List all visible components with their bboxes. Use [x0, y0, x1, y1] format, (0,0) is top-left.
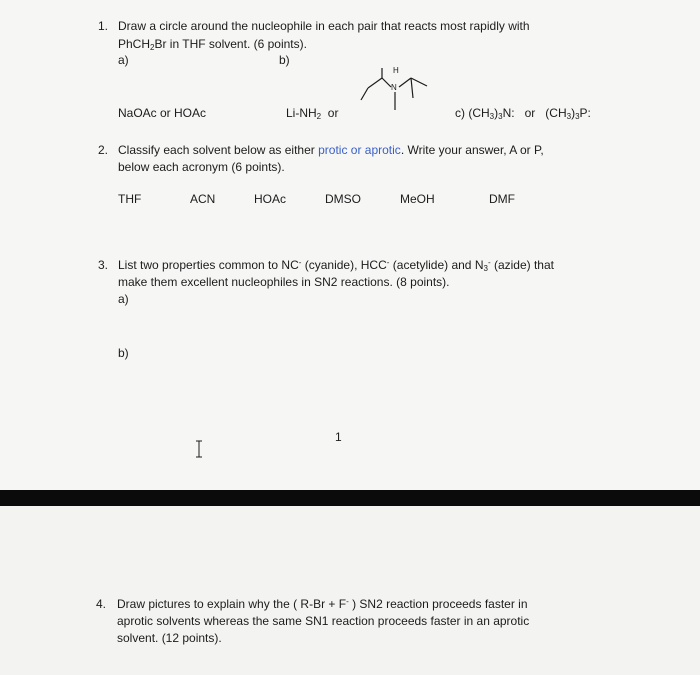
q3-number: 3. — [98, 258, 109, 272]
solvent-dmf: DMF — [489, 192, 515, 206]
second-page — [0, 506, 700, 675]
solvent-thf: THF — [118, 192, 142, 206]
q1-line2: PhCH$_2$Br in THF solvent. (6 points). — [118, 37, 307, 52]
solvent-meoh: MeOH — [400, 192, 435, 206]
q1-line1: Draw a circle around the nucleophile in each pair that reacts most rapidly with — [118, 19, 530, 33]
q1-number: 1. — [98, 19, 109, 33]
q2-number: 2. — [98, 143, 109, 157]
solvent-dmso: DMSO — [325, 192, 361, 206]
q3-part-b-label: b) — [118, 346, 129, 360]
q4-number: 4. — [96, 597, 107, 611]
q4-line1: Draw pictures to explain why the ( R-Br + F- ) SN2 reaction proceeds faster in — [117, 597, 528, 611]
q2-line1: Classify each solvent below as either protic or aprotic. Write your answer, A or P, — [118, 143, 544, 157]
q1-part-b-label: b) — [279, 53, 290, 67]
q4-line2: aprotic solvents whereas the same SN1 reaction proceeds faster in an aprotic — [117, 614, 530, 628]
text-cursor-icon — [194, 440, 204, 458]
q4-line3: solvent. (12 points). — [117, 631, 222, 645]
page-break-band — [0, 490, 700, 506]
structure-atom-top: H — [393, 66, 399, 75]
q1-option-b: $Li-NH_2$ or — [286, 106, 339, 121]
q3-part-a-label: a) — [118, 292, 129, 306]
q3-line1: List two properties common to NC- (cyanide), HCC- (acetylide) and $N_3^-$ (azide) that — [118, 258, 554, 273]
structure-atom-bottom: N — [391, 83, 397, 92]
solvent-acn: ACN — [190, 192, 216, 206]
q2-line2: below each acronym (6 points). — [118, 160, 285, 174]
page-number: 1 — [335, 430, 342, 444]
q1-part-a-label: a) — [118, 53, 129, 67]
q1-option-c: c) $(CH_3)_3N$: or $(CH_3)_3P$: — [455, 106, 591, 121]
q1-option-a: NaOAc or HOAc — [118, 106, 207, 120]
q3-line2: make them excellent nucleophiles in SN2 reactions. (8 points). — [118, 275, 450, 289]
solvent-hoac: HOAc — [254, 192, 287, 206]
